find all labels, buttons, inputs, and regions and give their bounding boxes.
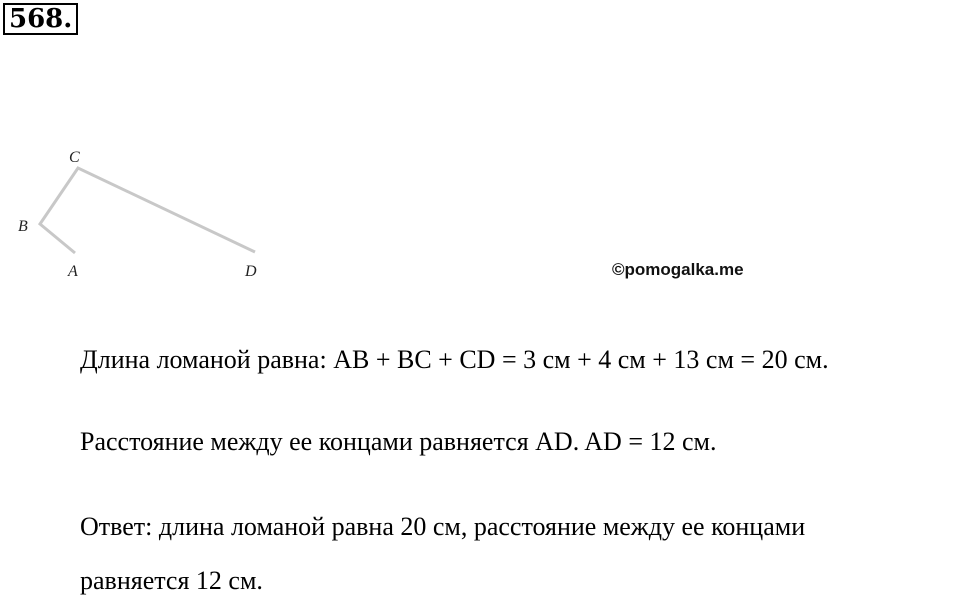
answer-line-2: равняется 12 см. xyxy=(80,566,263,595)
point-label-b: B xyxy=(18,218,28,235)
solution-line-2: Расстояние между ее концами равняется AD. AD = 12 см. xyxy=(80,427,717,456)
polyline-abcd xyxy=(40,168,255,253)
watermark: ©pomogalka.me xyxy=(612,260,744,279)
polyline-figure xyxy=(0,140,300,290)
answer-line-1: Ответ: длина ломаной равна 20 см, расстояние между ее концами xyxy=(80,512,806,541)
solution-line-1: Длина ломаной равна: AB + BC + CD = 3 см + 4 см + 13 см = 20 см. xyxy=(80,345,829,374)
point-label-a: A xyxy=(68,263,78,280)
point-label-d: D xyxy=(245,263,257,280)
task-number: 568. xyxy=(3,3,78,35)
point-label-c: C xyxy=(69,149,80,166)
